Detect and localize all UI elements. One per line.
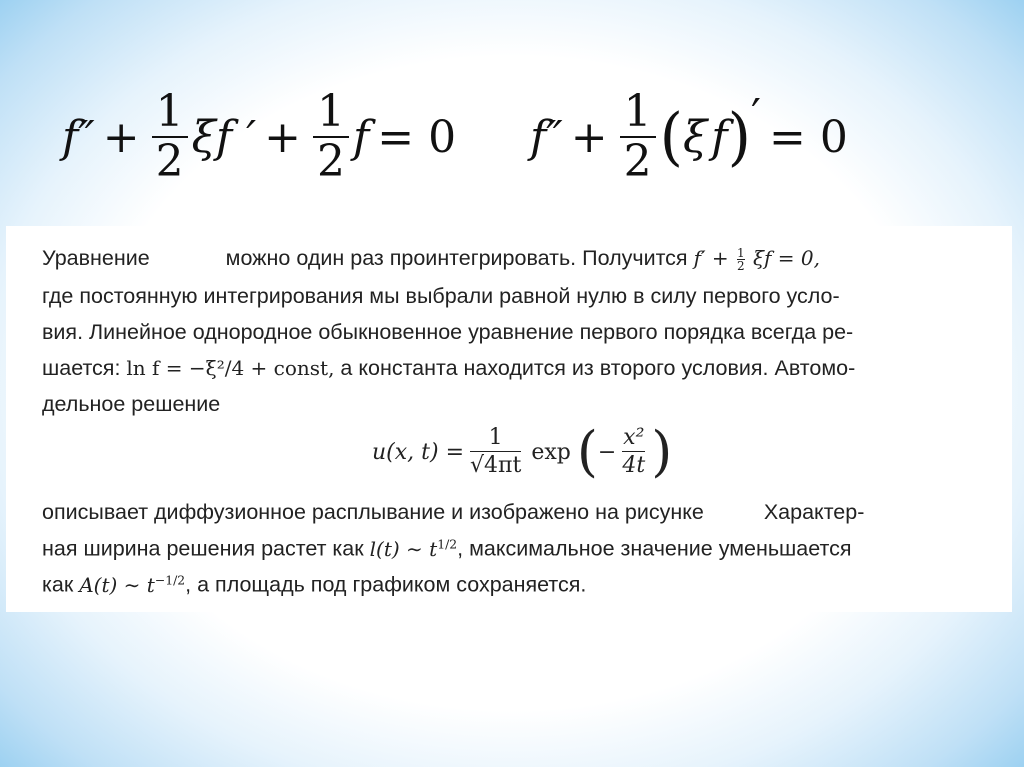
text-fragment: можно один раз проинтегрировать. Получится [225,246,688,270]
left-paren: ( [576,420,598,483]
fraction-denominator: 2 [736,259,745,273]
formula-lhs: u(x, t) = [372,439,464,465]
equation-right [530,82,856,192]
fraction-denominator: 2 [620,136,656,184]
text-fragment: , а площадь под графиком сохраняется. [185,572,587,597]
fraction-half [313,86,349,187]
math-fragment: l(t) ∼ t [369,536,438,561]
text-fragment: Уравнение [42,246,150,270]
fraction-numerator: 1 [736,246,745,260]
plus-sign: + [264,111,301,163]
text-fragment: а константа находится из второго условия. Автомо- [340,356,856,380]
small-fraction [737,247,745,272]
display-formula [372,412,672,492]
fraction-denominator: 2 [152,136,188,184]
math-superscript: −1/2 [154,572,186,587]
equals-zero: = 0 [377,111,457,163]
equals-zero: = 0 [768,111,848,163]
math-fragment: A(t) ∼ t [79,572,155,597]
plus-sign: + [570,111,608,163]
xi-symbol: ξ [191,111,216,163]
xi-symbol: ξ [683,111,708,163]
fraction-denominator: 4t [622,452,646,478]
prime-mark: ′ [750,89,761,141]
inline-math [79,573,185,597]
math-fragment: ξf = 0, [752,246,820,270]
text-fragment: шается: [42,356,121,380]
math-superscript: 1/2 [437,536,458,551]
fraction-half [620,86,656,187]
text-fragment: , максимальное значение уменьшается [457,536,852,561]
text-line-5: дельное решение [42,392,221,416]
text-fragment: Характер- [763,500,865,524]
text-line-3: вия. Линейное однородное обыкновенное уравнение первого порядка всегда ре- [42,320,854,344]
text-line-6 [42,500,864,525]
f-prime: f ′ [215,111,257,163]
formula-fraction [470,426,521,477]
fraction-numerator: 1 [155,86,184,137]
fraction-denominator: √4πt [470,452,522,478]
text-fragment: описывает диффузионное расплывание и изображено на рисунке [42,500,704,524]
left-paren: ( [659,100,684,174]
text-fragment: как [42,572,74,597]
exp-function: exp [531,439,571,465]
fraction-numerator: 1 [488,425,503,451]
inline-math: ln f = −ξ²/4 + const, [126,356,335,380]
fraction-numerator: 1 [316,86,345,137]
fraction-numerator: 1 [623,86,652,137]
text-line-4 [42,356,855,381]
inline-math [370,537,458,561]
f-symbol: f [352,111,370,163]
minus-sign: − [597,439,617,465]
f-double-prime: f″ [530,111,563,163]
inline-math [693,246,820,273]
f-symbol: f [711,111,728,163]
text-line-7 [42,536,851,562]
text-line-8 [42,572,586,598]
fraction-half [152,86,188,187]
plus-sign: + [102,111,140,163]
right-paren: ) [651,420,673,483]
text-line-1 [42,246,820,272]
formula-fraction [622,426,645,477]
document-panel [6,226,1012,612]
fraction-numerator: x² [623,425,645,451]
fraction-denominator: 2 [313,136,349,184]
text-fragment: ная ширина решения растет как [42,536,364,561]
right-paren: ) [727,100,751,174]
equation-left [62,82,464,192]
math-fragment: f′ + [693,246,729,270]
f-double-prime: f″ [62,111,95,163]
text-line-2: где постоянную интегрирования мы выбрали равной нулю в силу первого усло- [42,284,840,308]
